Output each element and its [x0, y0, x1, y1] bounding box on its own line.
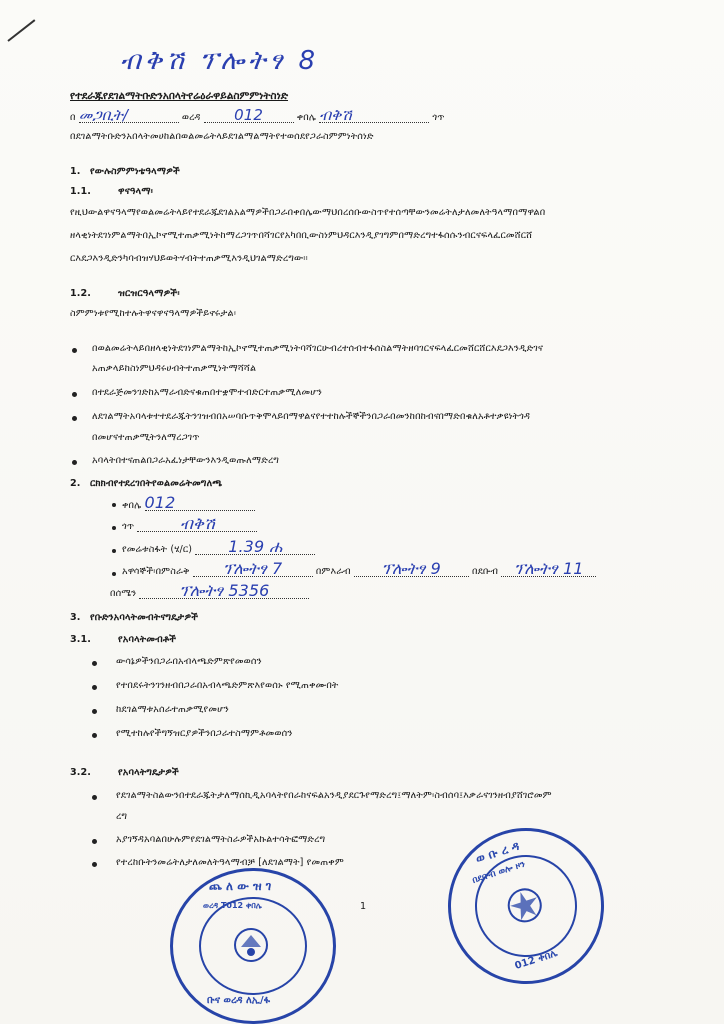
kebele-row-value: 012: [145, 496, 255, 511]
south-value: ፕሎትፃ 11: [501, 562, 596, 577]
got-row-value: ብቅሽ: [137, 517, 257, 532]
area-row-value: 1.39 ሐ: [195, 540, 315, 555]
section-1-2-bullet-2: በተደራጅመንገድከአማራብድናቁጠበተቋሞተብድርተጠቃሚለመሆን: [92, 387, 323, 398]
rights-bullet-2: የተበደሩትንገንዘብበጋራበአብላጫድምጽእየወሰኑ የሚጠቀሙበት: [116, 680, 339, 691]
bullet-dot: [92, 661, 97, 666]
section-1-2-bullet-3a: ለደገልማትአባላቱተተደራጁትንገዝብበአሠባቡጥቅሞላይበማዋልናየተተከሉችኞችንበጋራበመንከበከብናበማድበቁለአቶተቃዩነትጎዳ: [92, 411, 531, 422]
bullet-dot: [92, 685, 97, 690]
rights-bullet-4: የሚተከሉየችግኝዝርያዎችንበጋራተስማምቶመወሰን: [116, 728, 293, 739]
intro-line: በደገልማትቡድንአበላትመሀከልበወልመሬትላይደገልማልማትየተወሰደየጋራስምምነትሰነድ: [70, 131, 374, 142]
section-3-2-title: የአባላትግዴታዎች: [118, 767, 179, 778]
east-value: ፕሎትፃ 7: [193, 562, 313, 577]
area-row: [122, 537, 315, 557]
section-1-number: 1.: [70, 166, 81, 177]
bullet-dot: [72, 416, 77, 421]
north-row: [110, 581, 309, 601]
section-3-1-number: 3.1.: [70, 634, 92, 645]
stamp-left-mid-text: ወረዳ T012 ቀበሌ: [203, 901, 262, 910]
south-label: በደቡብ: [472, 566, 499, 577]
north-value: ፕሎትፃ 5356: [139, 584, 309, 599]
location-line: [70, 108, 670, 125]
handwritten-title: ብቅሽ ፕሎትፃ 8: [120, 46, 320, 76]
bullet-dot: [72, 392, 77, 397]
kebele-row: [122, 493, 255, 513]
section-3-number: 3.: [70, 612, 81, 623]
woreda-handwritten: 012: [204, 108, 294, 123]
section-1-1-para-3: ርእደጋእንዲድንካባብዝሃህይወትሃብትተጠቃሚእንዲህገልማድረግው።: [70, 253, 308, 264]
official-stamp-right: [428, 808, 625, 1005]
location-prefix: በ: [70, 112, 76, 123]
bullet-dot: [92, 709, 97, 714]
stamp-left-emblem-icon: [231, 925, 271, 965]
sub-bullet-dot: [112, 572, 116, 576]
section-2-title: ርክክብየተደረገበትየወልመሬትመግለጫ: [90, 478, 223, 489]
stamp-left-top-text: ጨ ለ ው ዝ ገ: [209, 879, 272, 893]
official-stamp-left: [170, 868, 336, 1024]
section-1-1-title: ዋናዓላማ፡: [118, 186, 154, 197]
district-handwritten: መጋቢት/: [79, 108, 179, 123]
bullet-dot: [92, 733, 97, 738]
section-1-2-number: 1.2.: [70, 288, 92, 299]
bullet-dot: [72, 460, 77, 465]
duties-bullet-1a: የደገልማትስልውንበተደራጁትታለማሰኪዲአባላትየበራከናፍልአንዲያደርጉየማድረግ፤ማለትም፡ስብሰባ፤እቃራናገንዘብያሸገሮመም: [116, 790, 552, 801]
boundaries-row: [122, 559, 596, 579]
bullet-dot: [72, 348, 77, 353]
kebele-row-label: ቀበሌ: [122, 500, 142, 511]
sub-bullet-dot: [112, 549, 116, 553]
duties-bullet-2: አያገኝዳአባልበሁሉምየደገልማትስራዎችአኩልተሳትፎማድረግ: [116, 834, 326, 845]
got-row-label: ጎጥ: [122, 521, 135, 532]
section-3-title: የቡድንአባላትመብትናግዴታዎች: [90, 612, 199, 623]
rights-bullet-1: ውሳኔዎችንበጋራበአብላጫድምጽየመወሰን: [116, 656, 262, 667]
section-1-1-para-2: ዘላቂነትደገነምልማትበኢኮኖሚተጠቃሚነትከማረጋገጥበሻገርየአካበቢውስነምህዳርእንዲያገግምበማድረግተፋሰሱንብርናፍላፈርመሸርሸ: [70, 230, 533, 241]
corner-slash-mark: [7, 19, 35, 42]
section-3-1-title: የአባላትመብቶች: [118, 634, 177, 645]
document-title: የተደራጁየደገልማትቡድንአበላትየሬዕራዋይልስምምነትስነድ: [70, 90, 289, 102]
kebele-handwritten: ብቅሽ: [319, 108, 429, 123]
page-number: 1: [360, 901, 367, 912]
sub-bullet-dot: [112, 503, 116, 507]
stamp-right-bottom-text: 012 ቀበሌ: [513, 947, 560, 973]
district-label: ወረዳ: [181, 112, 201, 123]
bullet-dot: [92, 839, 97, 844]
stamp-right-mid-text: በደቡብ ወሎ ዞን: [471, 859, 527, 887]
kebele-label: ቀበሌ: [296, 112, 317, 123]
section-1-2-bullet-3b: በመሆናተጠቃሚትንለማረጋገጥ: [92, 432, 200, 443]
got-row: [122, 514, 257, 534]
section-1-1-para-1: የዚህውልዋናዓላማየወልመሬትላይየተደራጁደገልአልማዎችበጋራበቀበሌውማህበረሰቡውስጥየተሰጣቸውንመሬትለታለመለትዓላማበማዋልበ: [70, 207, 546, 218]
rights-bullet-3: ከደገልማቱአሰራተጠቃሚየመሆን: [116, 704, 229, 715]
section-1-2-bullet-4: አባላትበተናጠልበጋራአፈነታቸውንእንዲወጡለማድረግ: [92, 455, 280, 466]
section-1-2-bullet-1a: በወልመሬትላይበዘላቂነትደገነምልማትከኢኮኖሚተጠቃሚነትባሻገርሁብረተሰብተፋሰስልማትዘባገርናፍላፈርመሸርሸርእደጋእንዲድገና: [92, 343, 544, 354]
duties-bullet-1b: ረግ: [116, 811, 128, 822]
section-1-title: የውሉስምምነቴዓላማዎች: [90, 166, 180, 177]
bullet-dot: [92, 795, 97, 800]
sub-bullet-dot: [112, 526, 116, 530]
section-1-1-number: 1.1.: [70, 186, 92, 197]
area-row-label: የመሬቱስፋት (ሄ/ር): [122, 544, 193, 555]
duties-bullet-3: የተረከቡትንመሬትለታለመለትዓላማብቻ [ለደገልማት] የመጠቀም: [116, 857, 344, 868]
stamp-right-top-text: ወ ቡ ረ ዳ: [473, 838, 521, 866]
north-label: በሰሜን: [110, 588, 137, 599]
section-1-2-intro: ስምምነቱየሚከተሉትዋናዋናዓላማዎችይኖሩታል፡: [70, 308, 237, 319]
section-1-2-bullet-1b: አጠቃላይከስነምህዳሩሀብትተጠቃሚነትማሻሻል: [92, 363, 257, 374]
stamp-left-bottom-text: ቡና ወረዳ ለኢ/ፋ: [207, 995, 271, 1006]
west-label: በምእራብ: [315, 566, 351, 577]
east-label: አዋሳኞች፡በምስራቅ: [122, 566, 190, 577]
west-value: ፕሎትፃ 9: [354, 562, 469, 577]
section-3-2-number: 3.2.: [70, 767, 92, 778]
section-2-number: 2.: [70, 478, 81, 489]
section-1-2-title: ዝርዝርዓላማዎች፡: [118, 288, 180, 299]
got-label: ጎጥ: [432, 112, 445, 123]
bullet-dot: [92, 862, 97, 867]
